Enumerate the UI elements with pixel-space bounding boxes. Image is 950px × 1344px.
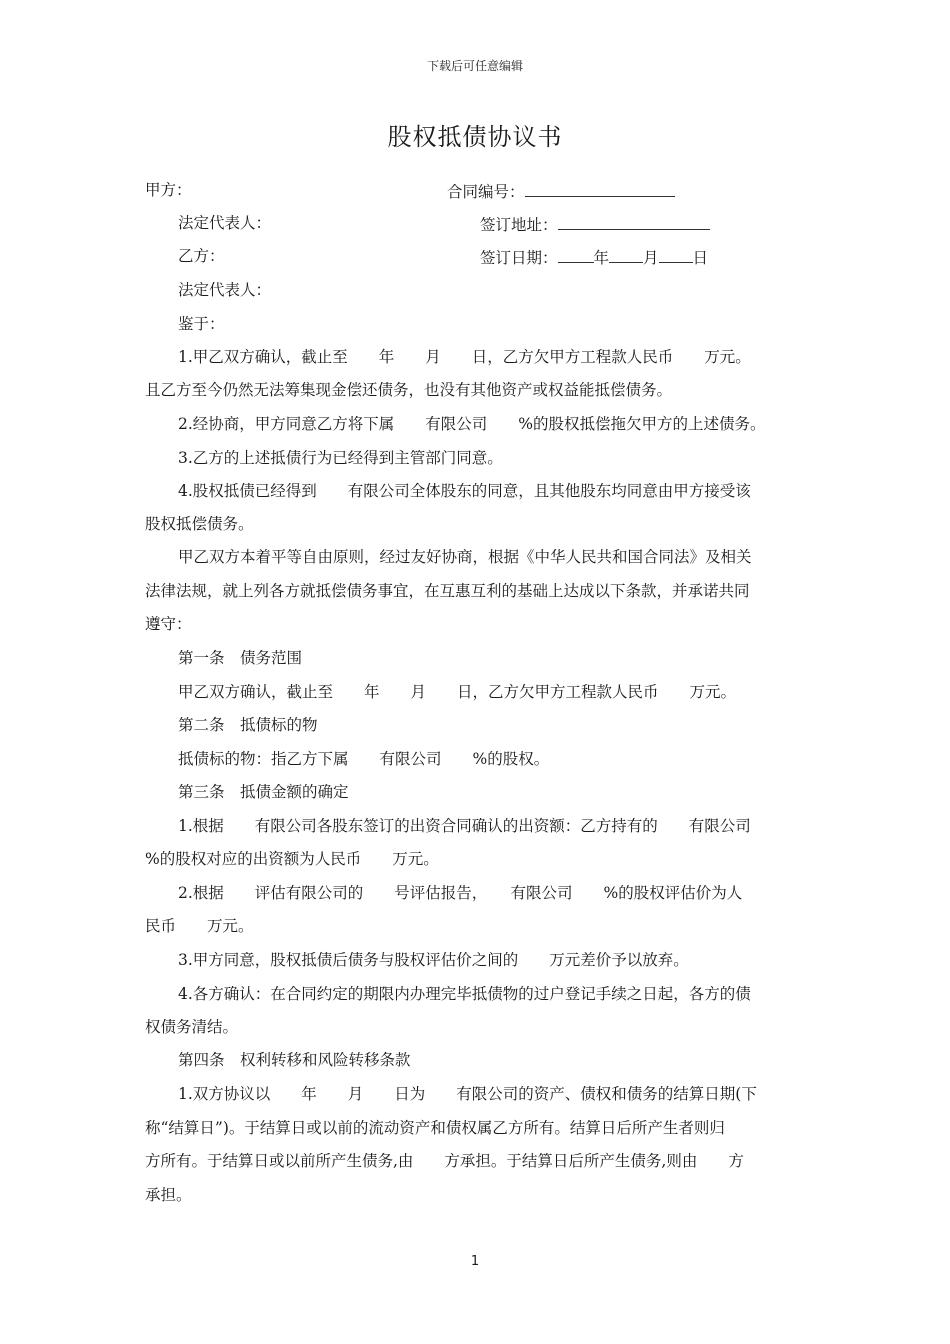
party-a-label: 甲方： bbox=[145, 181, 192, 199]
legal-rep-a-label: 法定代表人： bbox=[178, 214, 272, 232]
recital-1-line-1: 1.甲乙双方确认，截止至 年 月 日，乙方欠甲方工程款人民币 万元。 bbox=[178, 348, 751, 366]
sign-date-label: 签订日期： bbox=[480, 249, 558, 267]
article-3-clause-4-line-1: 4.各方确认：在合同约定的期限内办理完毕抵债物的过户登记手续之日起，各方的债 bbox=[178, 985, 751, 1003]
article-3-clause-2-line-1: 2.根据 评估有限公司的 号评估报告， 有限公司 %的股权评估价为人 bbox=[178, 884, 743, 902]
sign-date-month: 月 bbox=[643, 249, 659, 267]
party-b-label: 乙方： bbox=[178, 247, 225, 265]
recital-1-line-2: 且乙方至今仍然无法筹集现金偿还债务，也没有其他资产或权益能抵偿债务。 bbox=[145, 381, 673, 399]
contract-no-label: 合同编号： bbox=[447, 183, 525, 201]
contract-no-blank bbox=[525, 180, 675, 197]
sign-place-field bbox=[480, 213, 710, 235]
article-2-text: 抵债标的物：指乙方下属 有限公司 %的股权。 bbox=[178, 750, 550, 768]
recital-4-line-2: 股权抵偿债务。 bbox=[145, 515, 254, 533]
article-2-heading: 第二条 抵债标的物 bbox=[178, 716, 318, 734]
sign-place-label: 签订地址： bbox=[480, 216, 558, 234]
sign-date-day-blank bbox=[659, 246, 693, 263]
contract-no-field bbox=[447, 180, 675, 202]
article-4-clause-1-line-1: 1.双方协议以 年 月 日为 有限公司的资产、债权和债务的结算日期(下 bbox=[178, 1085, 757, 1103]
article-4-clause-1-line-2: 称“结算日”)。于结算日或以前的流动资产和债权属乙方所有。结算日后所产生者则归 bbox=[145, 1119, 725, 1137]
header-note: 下载后可任意编辑 bbox=[426, 59, 523, 73]
preamble-line-3: 遵守： bbox=[145, 615, 192, 633]
article-3-clause-1-line-1: 1.根据 有限公司各股东签订的出资合同确认的出资额：乙方持有的 有限公司 bbox=[178, 817, 751, 835]
article-4-clause-1-line-3: 方所有。于结算日或以前所产生债务,由 方承担。于结算日后所产生债务,则由 方 bbox=[145, 1152, 744, 1170]
page-number: 1 bbox=[470, 1254, 480, 1269]
article-4-clause-1-line-4: 承担。 bbox=[145, 1186, 192, 1204]
article-3-heading: 第三条 抵债金额的确定 bbox=[178, 783, 349, 801]
recital-3: 3.乙方的上述抵债行为已经得到主管部门同意。 bbox=[178, 449, 503, 467]
recital-2: 2.经协商，甲方同意乙方将下属 有限公司 %的股权抵偿拖欠甲方的上述债务。 bbox=[178, 415, 766, 433]
document-title: 股权抵债协议书 bbox=[387, 123, 563, 151]
legal-rep-b-label: 法定代表人： bbox=[178, 281, 272, 299]
article-3-clause-3: 3.甲方同意，股权抵债后债务与股权评估价之间的 万元差价予以放弃。 bbox=[178, 951, 689, 969]
sign-date-year-blank bbox=[558, 246, 594, 263]
article-3-clause-4-line-2: 权债务清结。 bbox=[145, 1018, 239, 1036]
article-3-clause-1-line-2: %的股权对应的出资额为人民币 万元。 bbox=[145, 850, 439, 868]
article-1-heading: 第一条 债务范围 bbox=[178, 649, 303, 667]
sign-date-year: 年 bbox=[593, 249, 610, 267]
sign-date-field bbox=[480, 246, 708, 268]
sign-date-month-blank bbox=[609, 246, 643, 263]
article-1-text: 甲乙双方确认，截止至 年 月 日，乙方欠甲方工程款人民币 万元。 bbox=[178, 683, 737, 701]
preamble-line-2: 法律法规，就上列各方就抵偿债务事宜，在互惠互利的基础上达成以下条款，并承诺共同 bbox=[145, 582, 750, 600]
recital-4-line-1: 4.股权抵债已经得到 有限公司全体股东的同意，且其他股东均同意由甲方接受该 bbox=[178, 482, 751, 500]
sign-date-day: 日 bbox=[692, 249, 709, 267]
whereas-label: 鉴于： bbox=[178, 315, 225, 333]
preamble-line-1: 甲乙双方本着平等自由原则，经过友好协商，根据《中华人民共和国合同法》及相关 bbox=[178, 548, 752, 566]
sign-place-blank bbox=[558, 213, 710, 230]
article-4-heading: 第四条 权利转移和风险转移条款 bbox=[178, 1051, 411, 1069]
article-3-clause-2-line-2: 民币 万元。 bbox=[145, 917, 254, 935]
